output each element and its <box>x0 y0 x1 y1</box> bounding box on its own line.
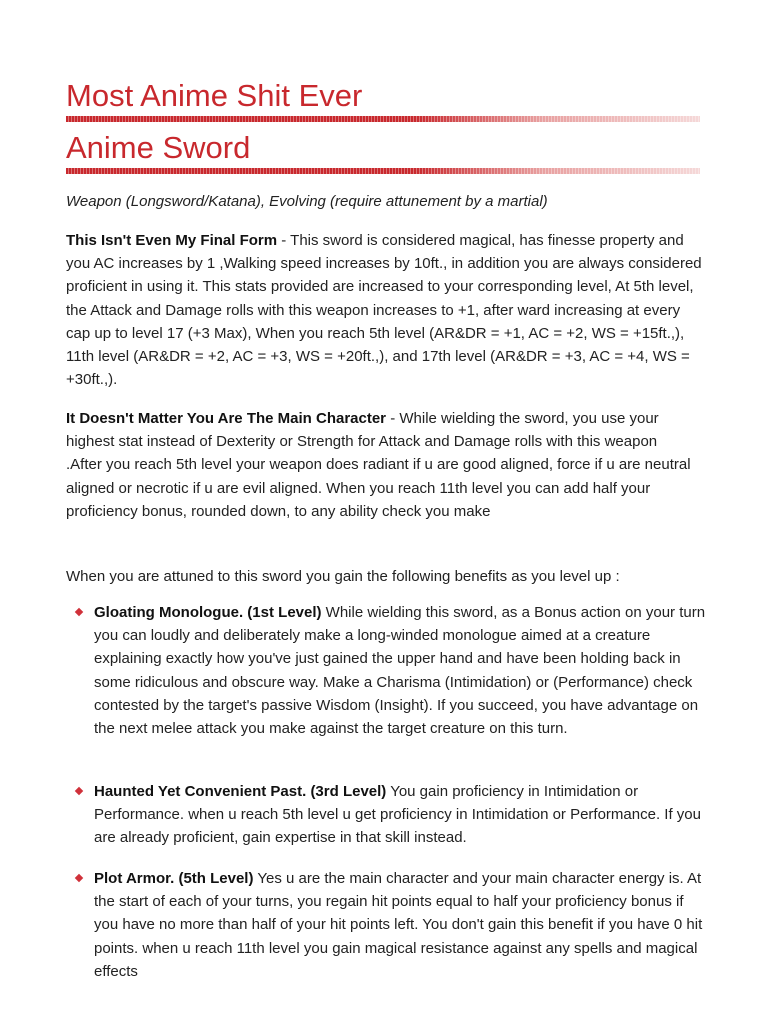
feature-name: This Isn't Even My Final Form <box>66 232 278 249</box>
benefit-text: While wielding this sword, as a Bonus action on your turn you can loudly and deliberately make a long-winded monologue aimed at a creature explaining exactly how you've just gained the upper hand and have been holding back in some ridiculous and obscure way. Make a Charisma (Intimidation) or (Performance) check contested by the target's passive Wisdom (Insight). If you succeed, you have advantage on the next melee attack you make against the target creature on this turn. <box>94 604 706 738</box>
benefit-name: Gloating Monologue. (1st Level) <box>94 604 322 621</box>
feature-text-continued: .After you reach 5th level your weapon does radiant if u are good aligned, force if u are neutral aligned or necrotic if u are evil aligned. When you reach 11th level you can add half your proficiency bonus, rounded down, to any ability check you make <box>66 456 691 520</box>
feature-final-form <box>66 229 706 391</box>
item-name-heading: Anime Sword <box>66 130 251 165</box>
feature-name: It Doesn't Matter You Are The Main Character <box>66 410 387 427</box>
document-title: Most Anime Shit Ever <box>66 78 363 113</box>
benefit-text: Yes u are the main character and your main character energy is. At the start of each of your turns, you regain hit points equal to half your proficiency bonus if you have no more than half of your hit points left. You don't gain this benefit if you have 0 hit points. when u reach 11th level you gain magical resistance against any spells and magical effects <box>94 870 703 980</box>
benefit-name: Haunted Yet Convenient Past. (3rd Level) <box>94 783 387 800</box>
benefit-name: Plot Armor. (5th Level) <box>94 870 254 887</box>
benefit-text: You gain proficiency in Intimidation or Performance. when u reach 5th level u get proficiency in Intimidation or Performance. If you are already proficient, gain expertise in that skill instead. <box>94 783 701 847</box>
feature-main-character <box>66 407 706 523</box>
list-item <box>66 867 706 983</box>
list-item <box>66 601 706 740</box>
level-intro: When you are attuned to this sword you gain the following benefits as you level up : <box>66 568 620 585</box>
item-type: Weapon (Longsword/Katana), Evolving (require attunement by a martial) <box>66 193 548 210</box>
title-rule <box>66 116 700 122</box>
feature-text: - While wielding the sword, you use your highest stat instead of Dexterity or Strength for Attack and Damage rolls with this weapon <box>66 410 659 451</box>
list-item <box>66 780 706 850</box>
feature-text: - This sword is considered magical, has finesse property and you AC increases by 1 ,Walking speed increases by 10ft., in addition you are always considered proficient in using it. This stats provided are increased to your corresponding level, At 5th level, the Attack and Damage rolls with this weapon increases to +1, after ward increasing at every cap up to level 17 (+3 Max), When you reach 5th level (AR&DR = +1, AC = +2, WS = +15ft.,), 11th level (AR&DR = +2, AC = +3, WS = +20ft.,), and 17th level (AR&DR = +3, AC = +4, WS = +30ft.,). <box>66 232 702 389</box>
item-name-rule <box>66 168 700 174</box>
